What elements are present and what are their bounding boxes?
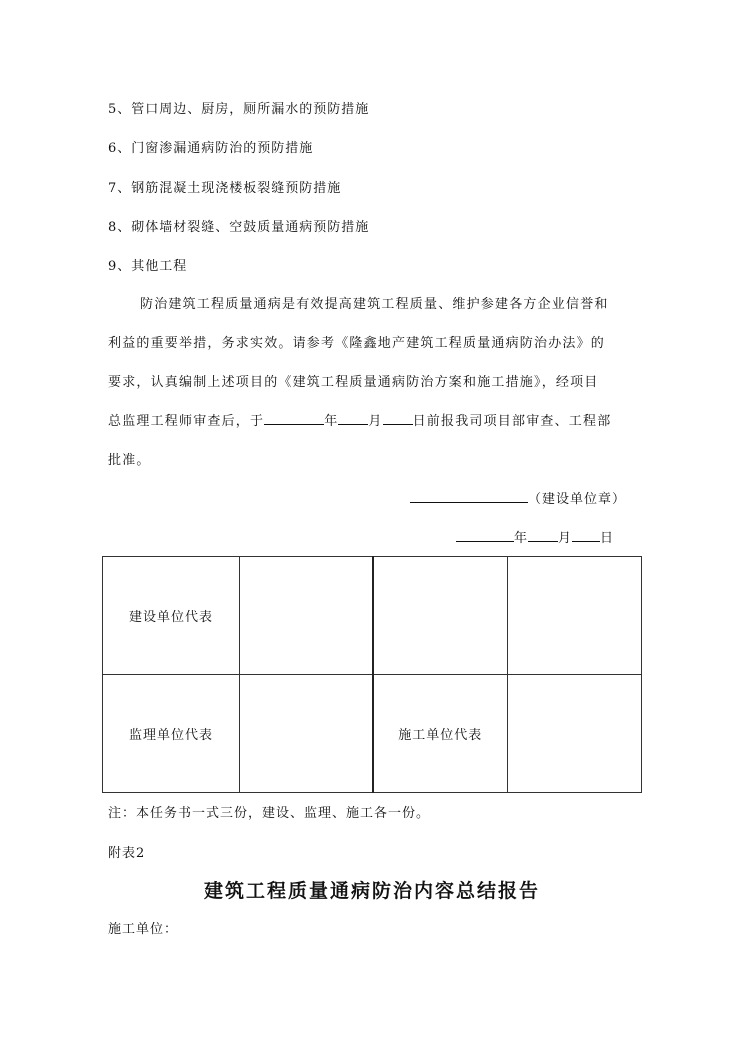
owner-rep-signature-cell[interactable] xyxy=(240,557,373,675)
day-blank[interactable] xyxy=(383,412,413,425)
sig-year-blank[interactable] xyxy=(456,529,514,542)
contractor-label: 施工单位： xyxy=(108,922,179,937)
table-row xyxy=(103,557,642,675)
paragraph-line-4-start: 总监理工程师审查后，于 xyxy=(108,414,265,429)
paragraph-line-4 xyxy=(108,410,640,429)
note: 注：本任务书一式三份，建设、监理、施工各一份。 xyxy=(108,806,431,821)
year-label: 年 xyxy=(324,414,339,429)
contractor-rep-label: 施工单位代表 xyxy=(373,675,508,793)
sig-day-label: 日 xyxy=(600,531,615,546)
paragraph-line-3: 要求，认真编制上述项目的《建筑工程质量通病防治方案和施工措施》，经项目 xyxy=(108,375,599,390)
sig-month-label: 月 xyxy=(558,531,573,546)
sig-day-blank[interactable] xyxy=(572,529,600,542)
report-title: 建筑工程质量通病防治内容总结报告 xyxy=(203,880,540,902)
owner-rep-label: 建设单位代表 xyxy=(103,557,240,675)
signature-date xyxy=(456,527,614,546)
paragraph-line-1: 防治建筑工程质量通病是有效提高建筑工程质量、维护参建各方企业信誉和 xyxy=(140,297,609,312)
list-item-6: 6、门窗渗漏通病防治的预防措施 xyxy=(108,141,314,156)
list-item-7: 7、钢筋混凝土现浇楼板裂缝预防措施 xyxy=(108,181,342,196)
list-item-5: 5、管口周边、厨房，厕所漏水的预防措施 xyxy=(108,102,370,117)
list-item-8: 8、砌体墙材裂缝、空鼓质量通病预防措施 xyxy=(108,220,370,235)
stamp-blank[interactable] xyxy=(410,490,528,503)
sig-month-blank[interactable] xyxy=(528,529,558,542)
appendix-label: 附表2 xyxy=(108,846,146,861)
paragraph-line-5: 批准。 xyxy=(108,453,151,468)
stamp-line xyxy=(410,488,626,507)
stamp-label: （建设单位章） xyxy=(528,492,627,507)
year-blank[interactable] xyxy=(264,412,324,425)
paragraph-line-2: 利益的重要举措，务求实效。请参考《隆鑫地产建筑工程质量通病防治办法》的 xyxy=(108,336,606,351)
signature-table xyxy=(102,556,642,793)
supervisor-rep-label: 监理单位代表 xyxy=(103,675,240,793)
month-blank[interactable] xyxy=(338,412,368,425)
table-row xyxy=(103,675,642,793)
paragraph-line-4-end: 日前报我司项目部审查、工程部 xyxy=(412,414,612,429)
list-item-9: 9、其他工程 xyxy=(108,259,188,274)
contractor-rep-signature-cell[interactable] xyxy=(508,675,642,793)
blank-cell[interactable] xyxy=(373,557,508,675)
sig-year-label: 年 xyxy=(514,531,529,546)
month-label: 月 xyxy=(368,414,383,429)
supervisor-rep-signature-cell[interactable] xyxy=(240,675,373,793)
blank-cell[interactable] xyxy=(508,557,642,675)
